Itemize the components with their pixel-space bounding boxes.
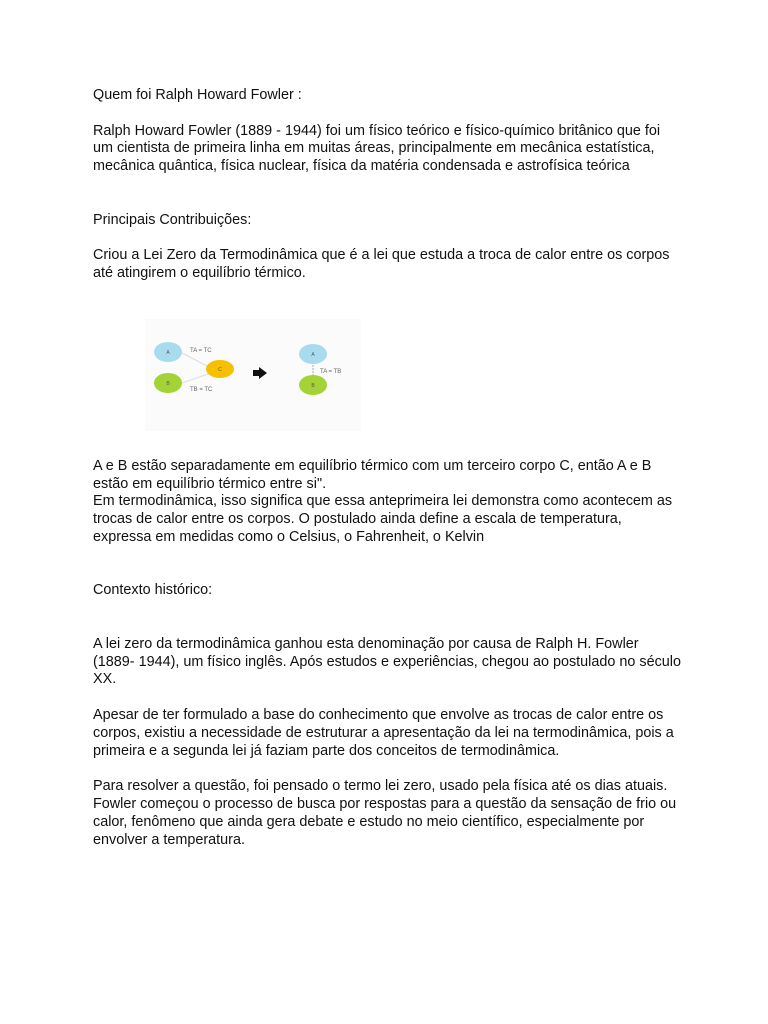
body-a-label: A	[166, 349, 170, 356]
body-a-equilibrium-label: A	[311, 351, 315, 358]
explanation-paragraph: A e B estão separadamente em equilíbrio térmico com um terceiro corpo C, então A e B estão em equilíbrio térmico entre si". Em termodinâmica, isso significa que essa anteprimeira lei demonstra como acontecem as trocas de calor entre os corpos. O postulado ainda define a escala de temperatura, expressa em medidas como o Celsius, o Fahrenheit, o Kelvin	[93, 457, 673, 545]
contributions-paragraph: Criou a Lei Zero da Termodinâmica que é a lei que estuda a troca de calor entre os corpos até atingirem o equilíbrio térmico.	[93, 247, 670, 281]
equilibrium-label-ab: TA = TB	[320, 368, 342, 375]
zeroth-law-diagram	[145, 319, 361, 431]
contributions-heading: Principais Contribuições:	[93, 211, 252, 228]
context-heading: Contexto histórico:	[93, 582, 213, 599]
body-b-label: B	[166, 380, 170, 387]
page-title: Quem foi Ralph Howard Fowler :	[93, 87, 302, 103]
context-paragraph-1: A lei zero da termodinâmica ganhou esta denominação por causa de Ralph H. Fowler (1889- 1944), um físico inglês. Após estudos e experiências, chegou ao postulado no século XX.	[93, 635, 681, 688]
document-page	[93, 87, 693, 849]
context-paragraph-3: Para resolver a questão, foi pensado o termo lei zero, usado pela física até os dias atuais. Fowler começou o processo de busca por respostas para a questão da sensação de frio ou calor, fenômeno que ainda gera debate e estudo no meio científico, especialmente por envolver a temperatura.	[93, 778, 677, 848]
diagram-svg	[145, 319, 361, 431]
equilibrium-label-bc: TB = TC	[190, 386, 213, 393]
context-paragraph-2: Apesar de ter formulado a base do conhecimento que envolve as trocas de calor entre os corpos, existiu a necessidade de estruturar a apresentação da lei na termodinâmica, pois a primeira e a segunda lei já faziam parte dos conceitos de termodinâmica.	[93, 706, 674, 759]
body-c-label: C	[218, 366, 222, 373]
body-b-equilibrium-label: B	[311, 382, 315, 389]
intro-paragraph: Ralph Howard Fowler (1889 - 1944) foi um físico teórico e físico-químico britânico que foi um cientista de primeira linha em muitas áreas, principalmente em mecânica estatística, mecânica quântica, física nuclear, física da matéria condensada e astrofísica teórica	[93, 122, 661, 175]
equilibrium-label-ac: TA = TC	[190, 347, 212, 354]
